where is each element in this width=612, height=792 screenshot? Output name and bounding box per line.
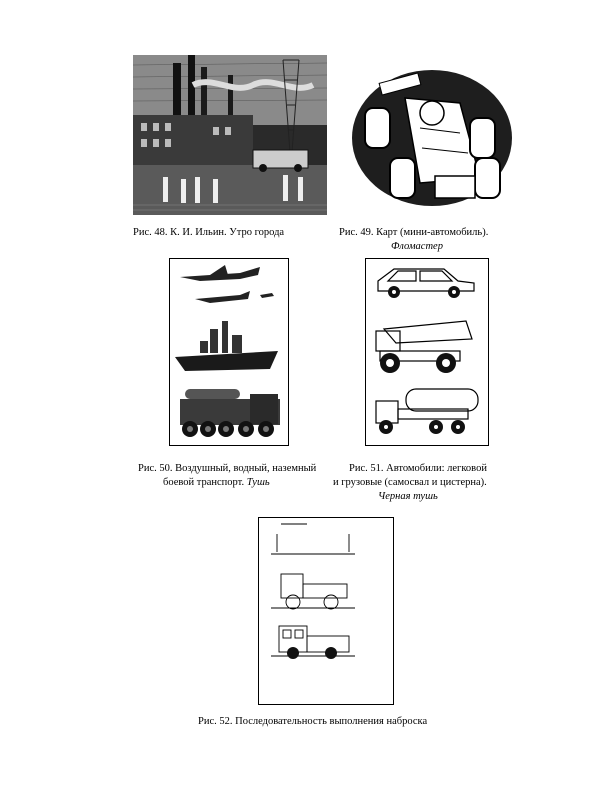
figure-50-caption: Рис. 50. Воздушный, водный, наземный (138, 463, 317, 474)
figure-50-caption-main: боевой транспорт. (163, 477, 247, 488)
figure-51-technique: Черная тушь (378, 491, 438, 502)
figure-52-caption: Рис. 52. Последовательность выполнения наброска (198, 716, 428, 727)
figure-51-caption: Рис. 51. Автомобили: легковой (349, 463, 487, 474)
figure-49-image (350, 58, 514, 208)
figure-51-caption-line2: и грузовые (самосвал и цистерна). (333, 477, 487, 488)
figure-50-caption-line2 (163, 476, 270, 489)
figure-48-caption: Рис. 48. К. И. Ильин. Утро города (133, 227, 285, 238)
figure-50-technique: Тушь (246, 477, 270, 488)
figure-52-image (258, 517, 394, 705)
figure-51-image (365, 258, 489, 446)
figure-48-image (133, 55, 327, 215)
figure-49-caption: Рис. 49. Карт (мини-автомобиль). (339, 227, 489, 238)
figure-49-technique: Фломастер (391, 241, 443, 252)
figure-50-image (169, 258, 289, 446)
